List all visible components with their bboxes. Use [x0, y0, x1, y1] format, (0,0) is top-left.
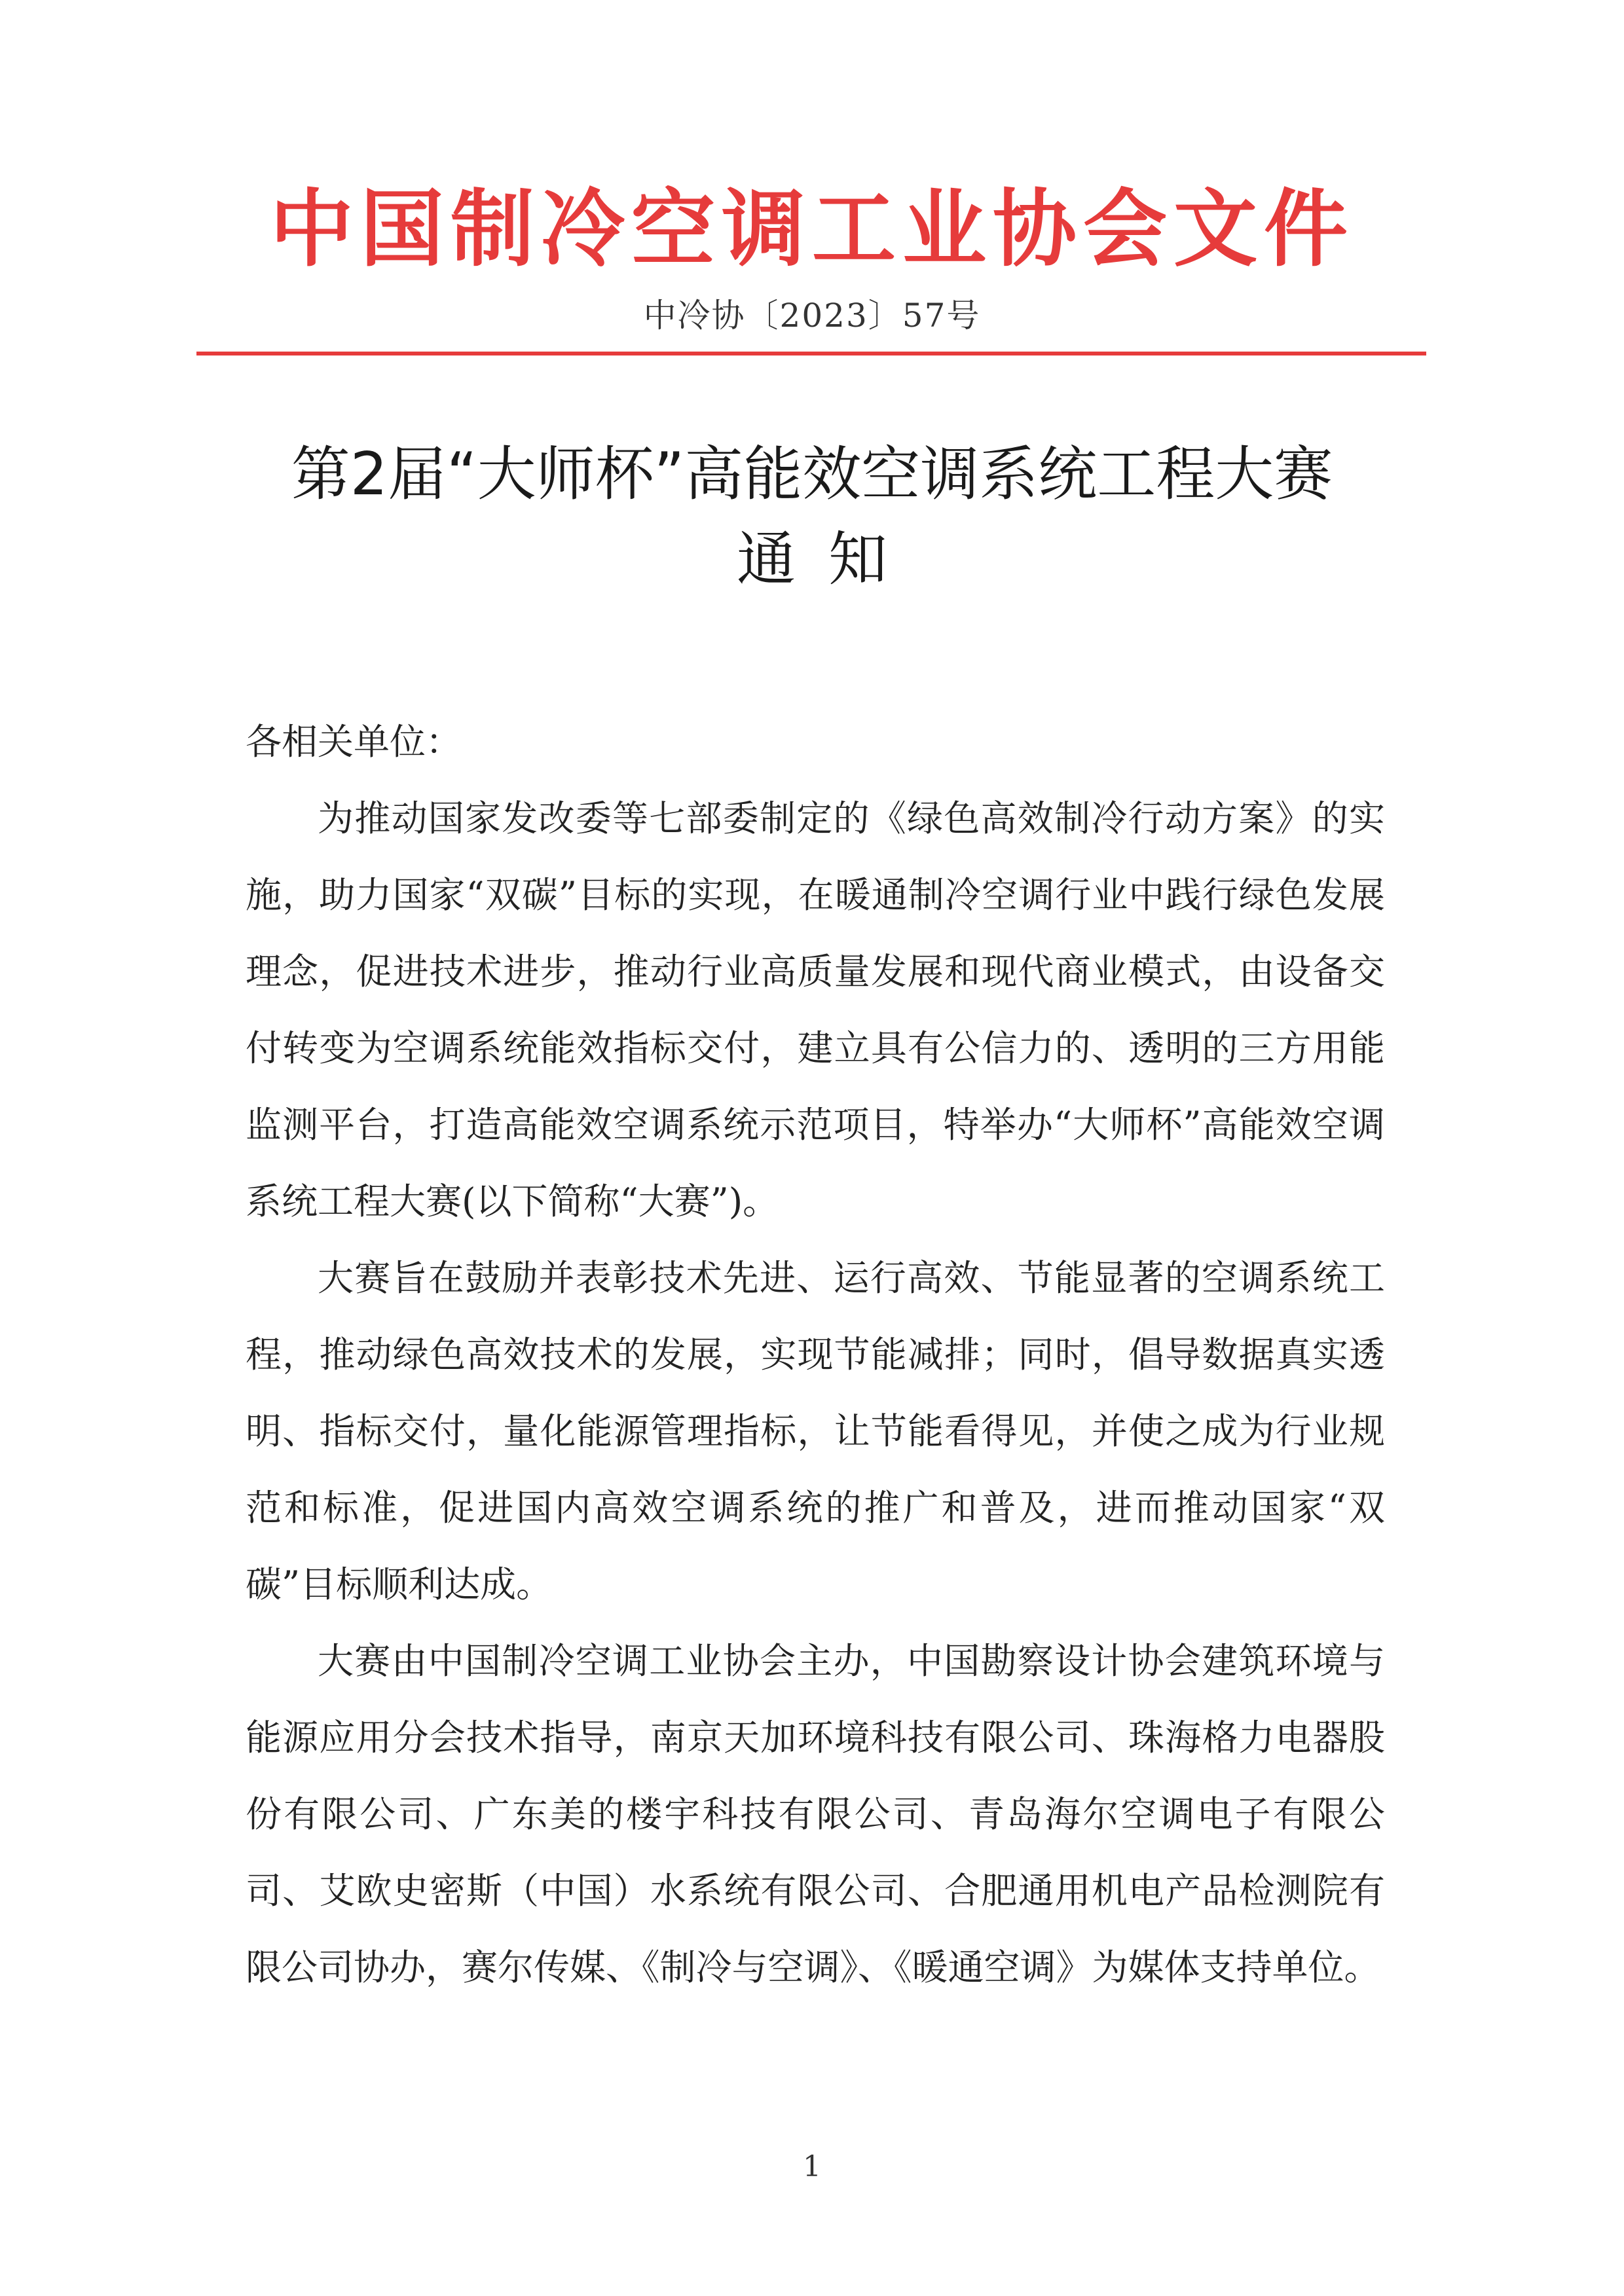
body-paragraph: 为推动国家发改委等七部委制定的《绿色高效制冷行动方案》的实施，助力国家“双碳”目标的实现，在暖通制冷空调行业中践行绿色发展理念，促进技术进步，推动行业高质量发展和现代商业模式，由设备交付转变为空调系统能效指标交付，建立具有公信力的、透明的三方用能监测平台，打造高能效空调系统示范项目，特举办“大师杯”高能效空调系统工程大赛(以下简称“大赛”)。 — [246, 797, 1385, 1222]
page-number: 1 — [803, 2150, 821, 2183]
document-body — [246, 704, 1385, 2006]
notice-subtitle: 通知 — [737, 525, 920, 594]
body-paragraph: 大赛旨在鼓励并表彰技术先进、运行高效、节能显著的空调系统工程，推动绿色高效技术的发展，实现节能减排；同时，倡导数据真实透明、指标交付，量化能源管理指标，让节能看得见，并使之成为行业规范和标准，促进国内高效空调系统的推广和普及，进而推动国家“双碳”目标顺利达成。 — [246, 1257, 1385, 1605]
notice-heading — [196, 432, 1428, 602]
document-header — [196, 173, 1428, 338]
organization-title: 中国制冷空调工业协会文件 — [269, 180, 1354, 278]
notice-title: 第2届“大师杯”高能效空调系统工程大赛 — [291, 440, 1333, 509]
header-divider — [196, 352, 1426, 355]
document-number: 中冷协〔2023〕57号 — [643, 297, 981, 335]
body-paragraph: 大赛由中国制冷空调工业协会主办，中国勘察设计协会建筑环境与能源应用分会技术指导，南京天加环境科技有限公司、珠海格力电器股份有限公司、广东美的楼宇科技有限公司、青岛海尔空调电子有限公司、艾欧史密斯（中国）水系统有限公司、合肥通用机电产品检测院有限公司协办，赛尔传媒、《制冷与空调》、《暖通空调》为媒体支持单位。 — [246, 1640, 1385, 1988]
salutation: 各相关单位： — [246, 721, 462, 763]
